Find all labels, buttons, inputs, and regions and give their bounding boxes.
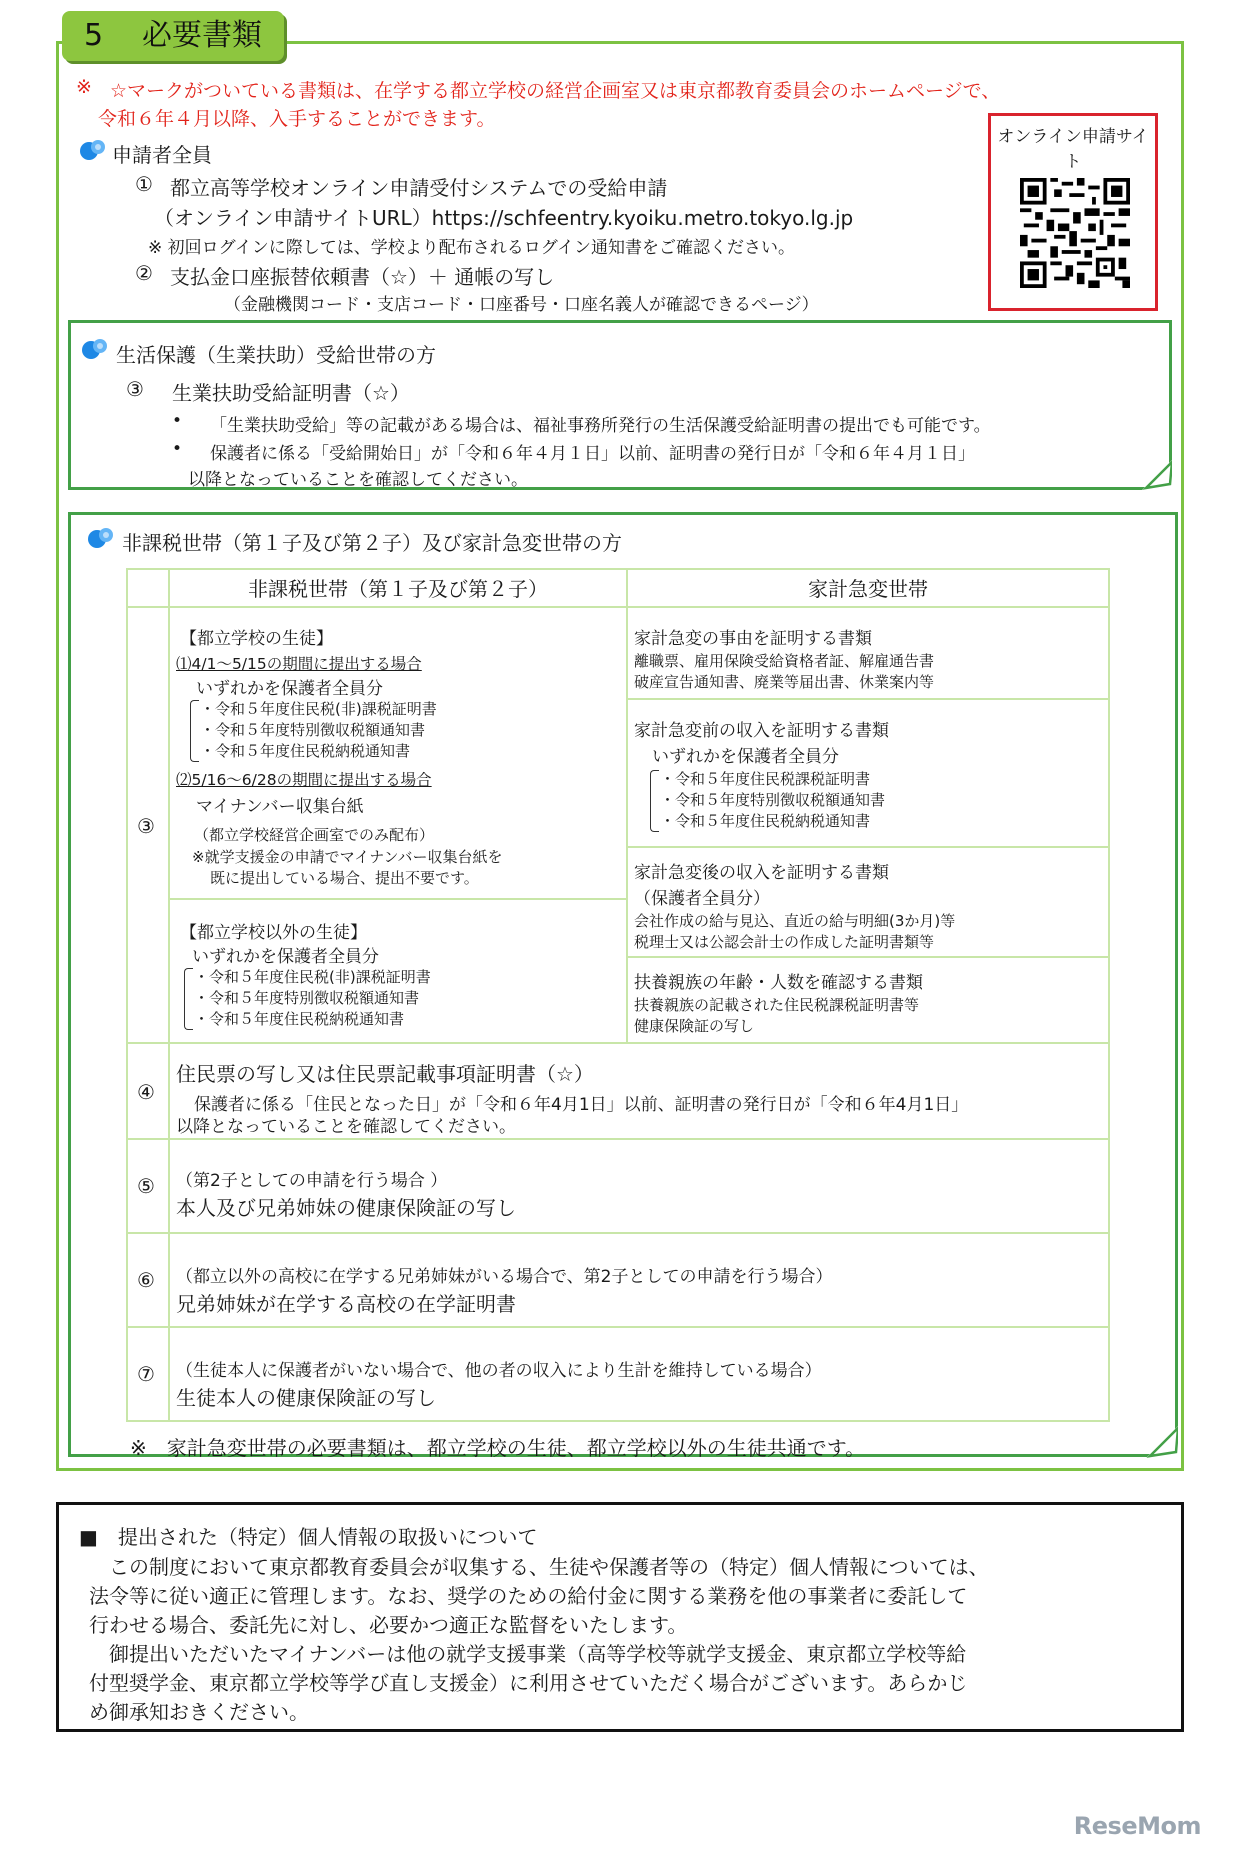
sudden-after-line-2: 税理士又は公認会計士の作成した証明書類等 [634, 933, 935, 951]
sudden-after-title: 家計急変後の収入を証明する書類 [634, 863, 889, 883]
sudden-reason-line-1: 離職票、雇用保険受給資格者証、解雇通告書 [634, 652, 935, 670]
page-curl-icon [1146, 1426, 1178, 1458]
sudden-reason-line-2: 破産宣告通知書、廃業等届出書、休業案内等 [634, 673, 935, 691]
metro-p2-note-3: 既に提出している場合、提出不要です。 [210, 869, 479, 887]
welfare-item: 生業扶助受給証明書（☆） [172, 381, 410, 405]
bubble-bullet-icon [80, 337, 110, 361]
item1-text: 都立高等学校オンライン申請受付システムでの受給申請 [170, 176, 668, 200]
row6-cell [168, 1232, 1110, 1328]
row6-number-cell [126, 1232, 170, 1328]
sudden-reason-title: 家計急変の事由を証明する書類 [634, 629, 872, 649]
metro-p1-item-1: ・令和５年度住民税(非)課税証明書 [200, 700, 437, 718]
metro-period-2-sub: マイナンバー収集台紙 [196, 797, 364, 817]
row5-cell [168, 1138, 1110, 1234]
qr-label-1: オンライン申請サイト [997, 127, 1149, 172]
sudden-dependents-cell [626, 956, 1110, 1044]
bubble-bullet-icon [78, 138, 108, 162]
metro-period-1-sub: いずれかを保護者全員分 [196, 679, 383, 699]
tax-heading: 非課税世帯（第１子及び第２子）及び家計急変世帯の方 [122, 531, 622, 555]
bracket-decoration [650, 770, 659, 832]
row7-sub: （生徒本人に保護者がいない場合で、他の者の収入により生計を維持している場合） [176, 1361, 822, 1381]
other-title: 【都立学校以外の生徒】 [180, 923, 367, 943]
bracket-decoration [190, 700, 199, 762]
row7-title: 生徒本人の健康保険証の写し [176, 1386, 436, 1410]
row4-line-2: 以降となっていることを確認してください。 [176, 1117, 516, 1137]
table-header-non-taxable: 非課税世帯（第１子及び第２子） [168, 568, 628, 608]
red-note-mark: ※ [76, 76, 92, 98]
red-note-line1: ☆マークがついている書類は、在学する都立学校の経営企画室又は東京都教育委員会のホームページで、 [110, 80, 1001, 102]
privacy-p1-line-2: 法令等に従い適正に管理します。なお、奨学のための給付金に関する業務を他の事業者に委託して [89, 1584, 968, 1608]
welfare-bullet-text-1: 「生業扶助受給」等の記載がある場合は、福祉事務所発行の生活保護受給証明書の提出でも可能です。 [210, 416, 991, 436]
other-item-2: ・令和５年度特別徴収税額通知書 [194, 989, 420, 1007]
metro-period-1: ⑴4/1～5/15の期間に提出する場合 [176, 655, 422, 673]
row3-number: ③ [137, 814, 155, 838]
bracket-decoration [184, 968, 193, 1030]
row6-title: 兄弟姉妹が在学する高校の在学証明書 [176, 1292, 516, 1316]
sudden-before-item-2: ・令和５年度特別徴収税額通知書 [660, 791, 886, 809]
login-note: ※ 初回ログインに際しては、学校より配布されるログイン通知書をご確認ください。 [148, 238, 795, 258]
privacy-p1-line-3: 行わせる場合、委託先に対し、必要かつ適正な監督をいたします。 [89, 1613, 688, 1637]
page-curl-icon [1142, 460, 1172, 490]
other-sub: いずれかを保護者全員分 [192, 947, 379, 967]
qr-code-box[interactable] [988, 113, 1158, 311]
metro-p1-item-3: ・令和５年度住民税納税通知書 [200, 742, 411, 760]
row4-title: 住民票の写し又は住民票記載事項証明書（☆） [176, 1062, 594, 1086]
sudden-after-cell [626, 846, 1110, 958]
sudden-before-item-3: ・令和５年度住民税納税通知書 [660, 812, 871, 830]
privacy-p2-line-2: 付型奨学金、東京都立学校等学び直し支援金）に利用させていただく場合がございます。あらかじ [89, 1671, 968, 1695]
sudden-before-title: 家計急変前の収入を証明する書類 [634, 721, 889, 741]
welfare-item-number: ③ [126, 377, 144, 401]
privacy-box [56, 1502, 1184, 1732]
row5-sub: （第2子としての申請を行う場合 ） [176, 1171, 448, 1191]
sudden-after-sub: （保護者全員分） [634, 889, 770, 909]
welfare-bullet-2: • [172, 439, 183, 459]
metro-p1-item-2: ・令和５年度特別徴収税額通知書 [200, 721, 426, 739]
other-item-3: ・令和５年度住民税納税通知書 [194, 1010, 405, 1028]
sudden-dependents-title: 扶養親族の年齢・人数を確認する書類 [634, 973, 923, 993]
row6-sub: （都立以外の高校に在学する兄弟姉妹がいる場合で、第2子としての申請を行う場合） [176, 1267, 833, 1287]
item1-number: ① [135, 172, 153, 196]
sudden-dependents-line-2: 健康保険証の写し [634, 1017, 755, 1035]
metro-p2-note-1: （都立学校経営企画室でのみ配布） [194, 826, 435, 844]
item2-subtext: （金融機関コード・支店コード・口座番号・口座名義人が確認できるページ） [224, 295, 819, 315]
row7-cell [168, 1326, 1110, 1422]
sudden-before-cell [626, 698, 1110, 848]
privacy-p2-line-1: 御提出いただいたマイナンバーは他の就学支援事業（高等学校等就学支援金、東京都立学校等給 [109, 1642, 967, 1666]
row5-title: 本人及び兄弟姉妹の健康保険証の写し [176, 1196, 516, 1220]
metro-students-cell [168, 606, 628, 900]
table-header-empty [126, 568, 170, 608]
metro-title: 【都立学校の生徒】 [180, 629, 333, 649]
online-url[interactable]: （オンライン申請サイトURL）https://schfeentry.kyoiku.metro.tokyo.lg.jp [154, 206, 854, 230]
item2-text: 支払金口座振替依頼書（☆）＋ 通帳の写し [170, 265, 555, 289]
welfare-bullet-text-2b: 以降となっていることを確認してください。 [188, 470, 528, 490]
sudden-dependents-line-1: 扶養親族の記載された住民税課税証明書等 [634, 996, 920, 1014]
metro-period-2: ⑵5/16～6/28の期間に提出する場合 [176, 771, 432, 789]
sudden-before-sub: いずれかを保護者全員分 [652, 747, 839, 767]
privacy-p1-line-1: この制度において東京都教育委員会が収集する、生徒や保護者等の（特定）個人情報については、 [109, 1555, 989, 1579]
row7-number: ⑦ [137, 1362, 155, 1386]
welfare-bullet-1: • [172, 411, 183, 431]
resemom-watermark: ReseMom [1073, 1812, 1201, 1840]
welfare-heading: 生活保護（生業扶助）受給世帯の方 [116, 343, 436, 367]
row4-line-1: 保護者に係る「住民となった日」が「令和６年4月1日」以前、証明書の発行日が「令和６年4月1日」 [194, 1095, 969, 1115]
row4-cell [168, 1042, 1110, 1140]
row4-number: ④ [137, 1080, 155, 1104]
red-note-line2: 令和６年４月以降、入手することができます。 [98, 108, 496, 130]
section-title: 必要書類 [142, 18, 262, 53]
section-number: 5 [84, 18, 104, 53]
row5-number: ⑤ [137, 1174, 155, 1198]
table-header-sudden-change: 家計急変世帯 [626, 568, 1110, 608]
row3-number-cell [126, 606, 170, 1044]
bubble-bullet-icon [86, 526, 116, 550]
row6-number: ⑥ [137, 1268, 155, 1292]
other-item-1: ・令和５年度住民税(非)課税証明書 [194, 968, 431, 986]
sudden-reason-cell [626, 606, 1110, 700]
tax-footnote: ※ 家計急変世帯の必要書類は、都立学校の生徒、都立学校以外の生徒共通です。 [130, 1436, 866, 1460]
privacy-heading: ■ 提出された（特定）個人情報の取扱いについて [79, 1525, 538, 1549]
metro-p2-note-2: ※就学支援金の申請でマイナンバー収集台紙を [192, 848, 503, 866]
qr-code-image [1005, 178, 1145, 288]
sudden-before-item-1: ・令和５年度住民税課税証明書 [660, 770, 871, 788]
row5-number-cell [126, 1138, 170, 1234]
all-applicants-heading: 申請者全員 [112, 143, 212, 167]
privacy-p2-line-3: め御承知おきください。 [89, 1700, 309, 1724]
row4-number-cell [126, 1042, 170, 1140]
welfare-bullet-text-2a: 保護者に係る「受給開始日」が「令和６年４月１日」以前、証明書の発行日が「令和６年４月１日」 [210, 444, 975, 464]
other-students-cell [168, 898, 628, 1044]
item2-number: ② [135, 261, 153, 285]
sudden-after-line-1: 会社作成の給与見込、直近の給与明細(3か月)等 [634, 912, 956, 930]
row7-number-cell [126, 1326, 170, 1422]
section-tab [62, 11, 284, 61]
